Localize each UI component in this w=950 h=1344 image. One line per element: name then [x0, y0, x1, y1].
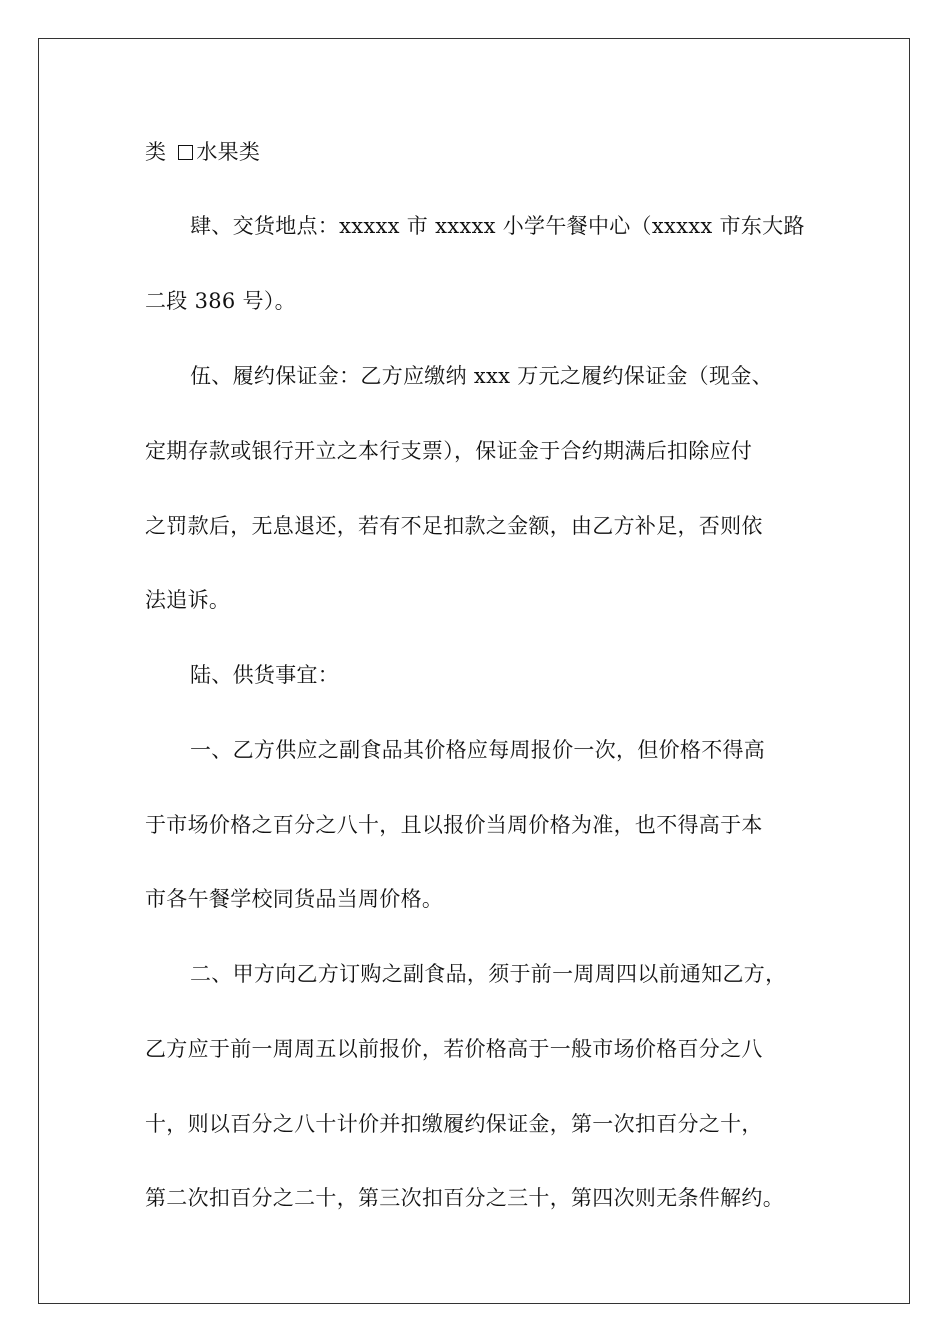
- paragraph-line: 第二次扣百分之二十，第三次扣百分之三十，第四次则无条件解约。: [145, 1186, 784, 1210]
- category-prefix: 类: [145, 140, 167, 164]
- paragraph-line: 一、乙方供应之副食品其价格应每周报价一次，但价格不得高: [190, 738, 766, 762]
- category-line: [145, 137, 260, 167]
- paragraph-line: 十，则以百分之八十计价并扣缴履约保证金，第一次扣百分之十，: [145, 1112, 763, 1136]
- paragraph-line: 于市场价格之百分之八十，且以报价当周价格为准，也不得高于本: [145, 813, 763, 837]
- paragraph-line: 之罚款后，无息退还，若有不足扣款之金额，由乙方补足，否则依: [145, 514, 763, 538]
- paragraph-line: 肆、交货地点：xxxxx 市 xxxxx 小学午餐中心（xxxxx 市东大路: [190, 214, 805, 238]
- paragraph-line: 乙方应于前一周周五以前报价，若价格高于一般市场价格百分之八: [145, 1037, 763, 1061]
- paragraph-line: 定期存款或银行开立之本行支票），保证金于合约期满后扣除应付: [145, 439, 753, 463]
- fruit-category-label: 水果类: [196, 140, 261, 164]
- paragraph-line: 二、甲方向乙方订购之副食品，须于前一周周四以前通知乙方，: [190, 962, 787, 986]
- fruit-checkbox[interactable]: [178, 145, 193, 160]
- paragraph-line: 伍、履约保证金：乙方应缴纳 xxx 万元之履约保证金（现金、: [190, 364, 773, 388]
- paragraph-line: 法追诉。: [145, 588, 231, 612]
- paragraph-line: 二段 386 号）。: [145, 289, 296, 313]
- section-heading: 陆、供货事宜：: [190, 663, 340, 687]
- paragraph-line: 市各午餐学校同货品当周价格。: [145, 887, 444, 911]
